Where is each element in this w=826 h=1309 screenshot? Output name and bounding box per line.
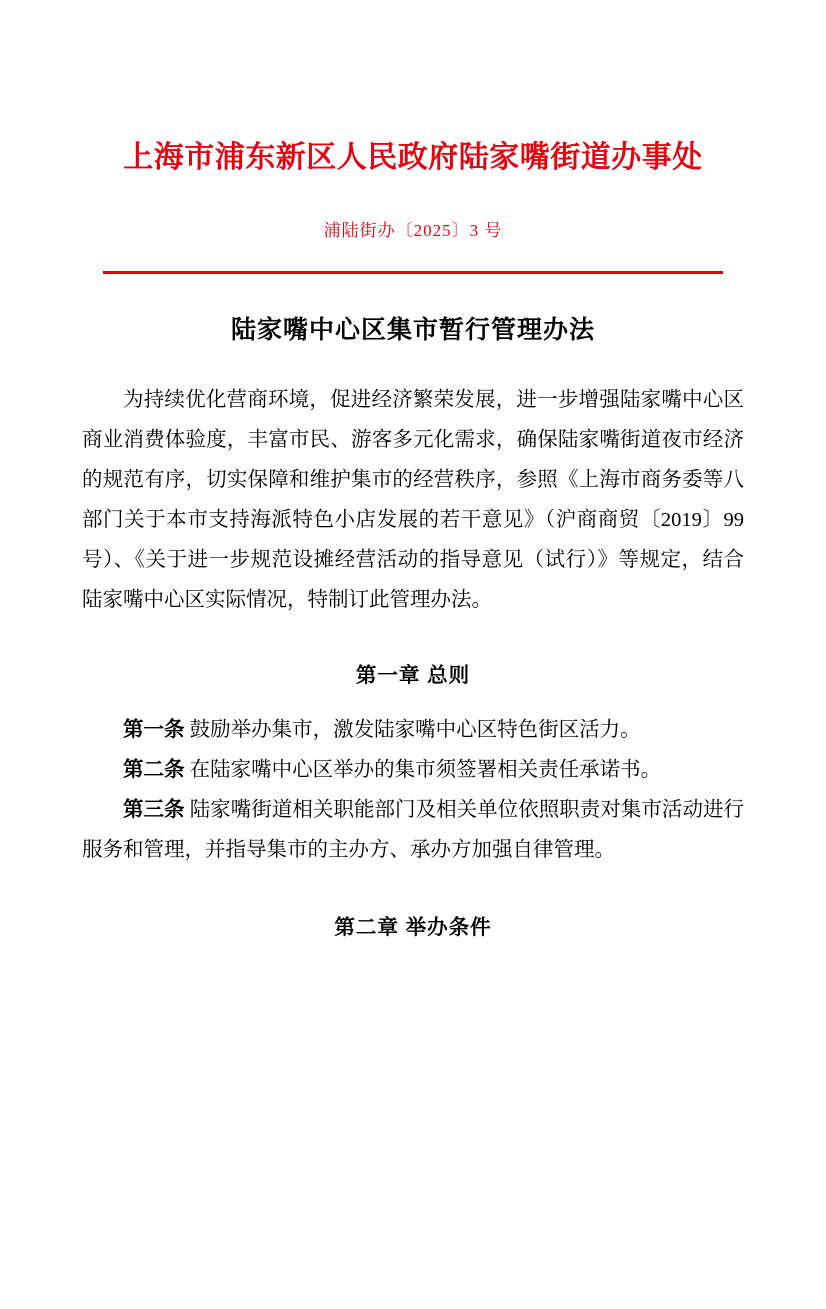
article-label: 第三条 bbox=[123, 798, 185, 821]
article-text: 鼓励举办集市，激发陆家嘴中心区特色街区活力。 bbox=[189, 719, 641, 741]
article-label: 第二条 bbox=[123, 758, 185, 781]
preamble-block bbox=[82, 380, 744, 620]
document-number: 浦陆街办〔2025〕3 号 bbox=[323, 221, 503, 240]
article-item bbox=[82, 710, 744, 750]
issuer-title: 上海市浦东新区人民政府陆家嘴街道办事处 bbox=[123, 141, 703, 174]
chapter-heading-1: 第一章 总则 bbox=[355, 664, 471, 687]
chapter-heading-2: 第二章 举办条件 bbox=[334, 916, 492, 939]
red-divider-rule bbox=[103, 271, 723, 274]
article-text: 在陆家嘴中心区举办的集市须签署相关责任承诺书。 bbox=[189, 759, 662, 781]
article-item bbox=[82, 750, 744, 790]
chapter-1-articles bbox=[82, 710, 744, 870]
article-item bbox=[82, 790, 744, 870]
preamble-paragraph: 为持续优化营商环境，促进经济繁荣发展，进一步增强陆家嘴中心区商业消费体验度，丰富市民、游客多元化需求，确保陆家嘴街道夜市经济的规范有序，切实保障和维护集市的经营秩序，参照《上海市商务委等八部门关于本市支持海派特色小店发展的若干意见》（沪商商贸〔2019〕99 号）、《关于进一步规范设摊经营活动的指导意见（试行）》等规定，结合陆家嘴中心区实际情况，特制订此管理办法。 bbox=[82, 389, 744, 611]
subject-title: 陆家嘴中心区集市暂行管理办法 bbox=[230, 316, 595, 344]
article-text: 陆家嘴街道相关职能部门及相关单位依照职责对集市活动进行服务和管理，并指导集市的主办方、承办方加强自律管理。 bbox=[82, 799, 745, 861]
document-page bbox=[0, 140, 826, 1309]
article-label: 第一条 bbox=[123, 718, 185, 741]
